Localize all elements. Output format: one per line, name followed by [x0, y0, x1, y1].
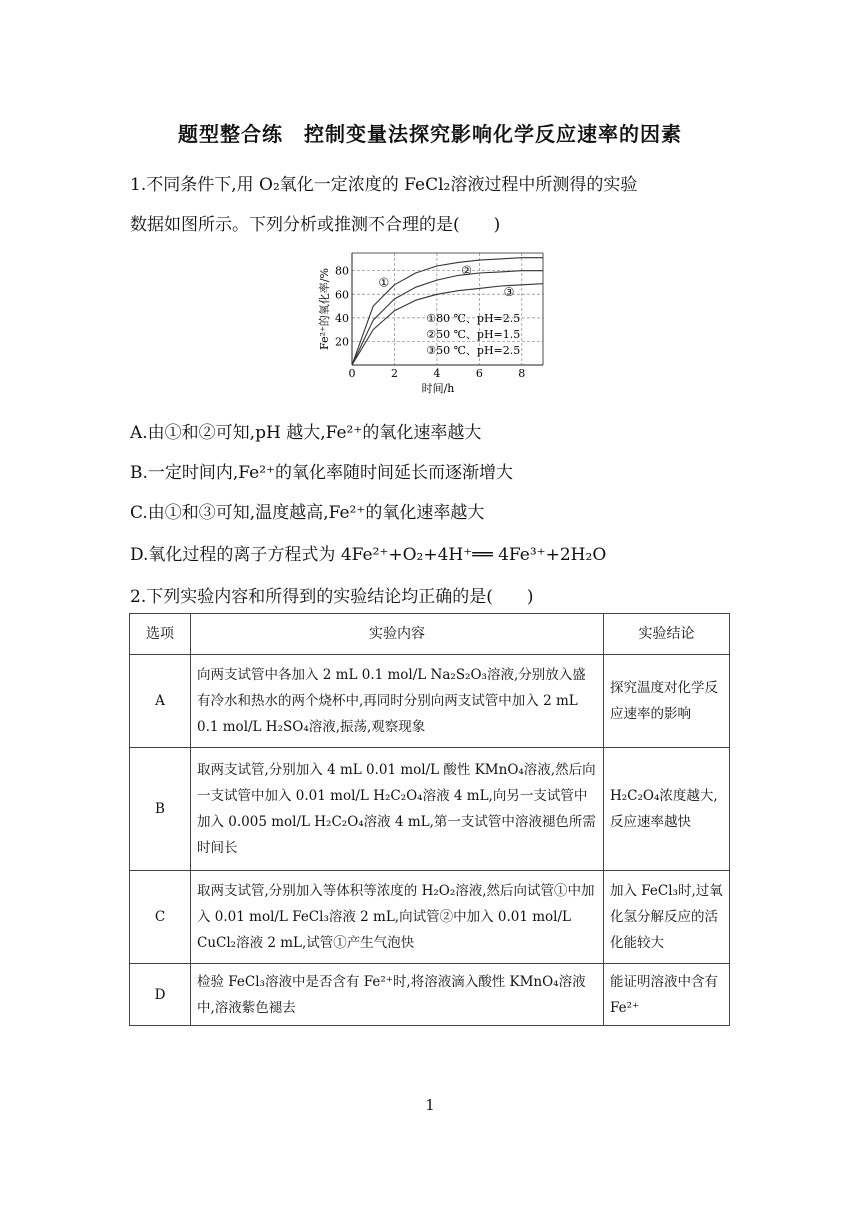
- row-content: 检验 FeCl₃溶液中是否含有 Fe²⁺时,将溶液滴入酸性 KMnO₄溶液中,溶液紫色褪去: [191, 964, 604, 1026]
- table-row: [130, 748, 730, 871]
- row-option: B: [130, 748, 191, 871]
- y-tick-label: 60: [335, 288, 349, 302]
- page-number: 1: [425, 1096, 435, 1114]
- legend-entry-1: ①80 ℃、pH=2.5: [426, 311, 521, 325]
- x-axis-label: 时间/h: [421, 382, 455, 395]
- row-conclusion: 探究温度对化学反应速率的影响: [604, 655, 730, 748]
- table-header-row: [130, 614, 730, 655]
- series-label-1: ①: [378, 275, 390, 290]
- table-row: [130, 655, 730, 748]
- header-conclusion: 实验结论: [604, 614, 730, 655]
- oxidation-rate-chart: [315, 248, 555, 396]
- header-content: 实验内容: [191, 614, 604, 655]
- row-option: D: [130, 964, 191, 1026]
- option-a: A.由①和②可知,pH 越大,Fe²⁺的氧化速率越大: [130, 423, 482, 443]
- x-tick-label: 8: [518, 367, 526, 380]
- table-row: [130, 871, 730, 964]
- row-conclusion: H₂C₂O₄浓度越大,反应速率越快: [604, 748, 730, 871]
- x-tick-label: 0: [348, 367, 356, 380]
- table-row: [130, 964, 730, 1026]
- option-c: C.由①和③可知,温度越高,Fe²⁺的氧化速率越大: [130, 503, 485, 523]
- row-conclusion: 能证明溶液中含有 Fe²⁺: [604, 964, 730, 1026]
- x-tick-label: 4: [433, 367, 441, 380]
- row-option: A: [130, 655, 191, 748]
- legend-entry-2: ②50 ℃、pH=1.5: [426, 327, 521, 341]
- experiment-table: [129, 613, 730, 1026]
- row-content: 取两支试管,分别加入等体积等浓度的 H₂O₂溶液,然后向试管①中加入 0.01 mol/L FeCl₃溶液 2 mL,向试管②中加入 0.01 mol/L CuCl₂溶液 2 mL,试管①产生气泡快: [191, 871, 604, 964]
- y-tick-label: 20: [335, 335, 349, 349]
- x-tick-label: 2: [390, 367, 398, 380]
- legend-entry-3: ③50 ℃、pH=2.5: [426, 343, 521, 357]
- series-label-3: ③: [503, 284, 515, 299]
- option-b: B.一定时间内,Fe²⁺的氧化率随时间延长而逐渐增大: [130, 463, 514, 483]
- row-conclusion: 加入 FeCl₃时,过氧化氢分解反应的活化能较大: [604, 871, 730, 964]
- question-1-stem-line-1: 1.不同条件下,用 O₂氧化一定浓度的 FeCl₂溶液过程中所测得的实验: [130, 175, 638, 195]
- option-d: D.氧化过程的离子方程式为 4Fe²⁺+O₂+4H⁺══ 4Fe³⁺+2H₂O: [130, 545, 607, 565]
- row-content: 取两支试管,分别加入 4 mL 0.01 mol/L 酸性 KMnO₄溶液,然后向一支试管中加入 0.01 mol/L H₂C₂O₄溶液 4 mL,向另一支试管中加入 0.005 mol/L H₂C₂O₄溶液 4 mL,第一支试管中溶液褪色所需时间长: [191, 748, 604, 871]
- row-content: 向两支试管中各加入 2 mL 0.1 mol/L Na₂S₂O₃溶液,分别放入盛有冷水和热水的两个烧杯中,再同时分别向两支试管中加入 2 mL 0.1 mol/L H₂SO₄溶液,振荡,观察现象: [191, 655, 604, 748]
- y-tick-label: 40: [335, 311, 349, 325]
- x-tick-label: 6: [475, 367, 483, 380]
- question-1-stem-line-2: 数据如图所示。下列分析或推测不合理的是( ): [130, 215, 501, 235]
- question-2-stem: 2.下列实验内容和所得到的实验结论均正确的是( ): [130, 587, 534, 607]
- series-label-2: ②: [461, 263, 472, 278]
- y-tick-label: 80: [335, 264, 349, 278]
- y-axis-label: Fe²⁺的氧化率/%: [318, 268, 331, 350]
- header-option: 选项: [130, 614, 191, 655]
- page-title: 题型整合练 控制变量法探究影响化学反应速率的因素: [178, 122, 682, 146]
- row-option: C: [130, 871, 191, 964]
